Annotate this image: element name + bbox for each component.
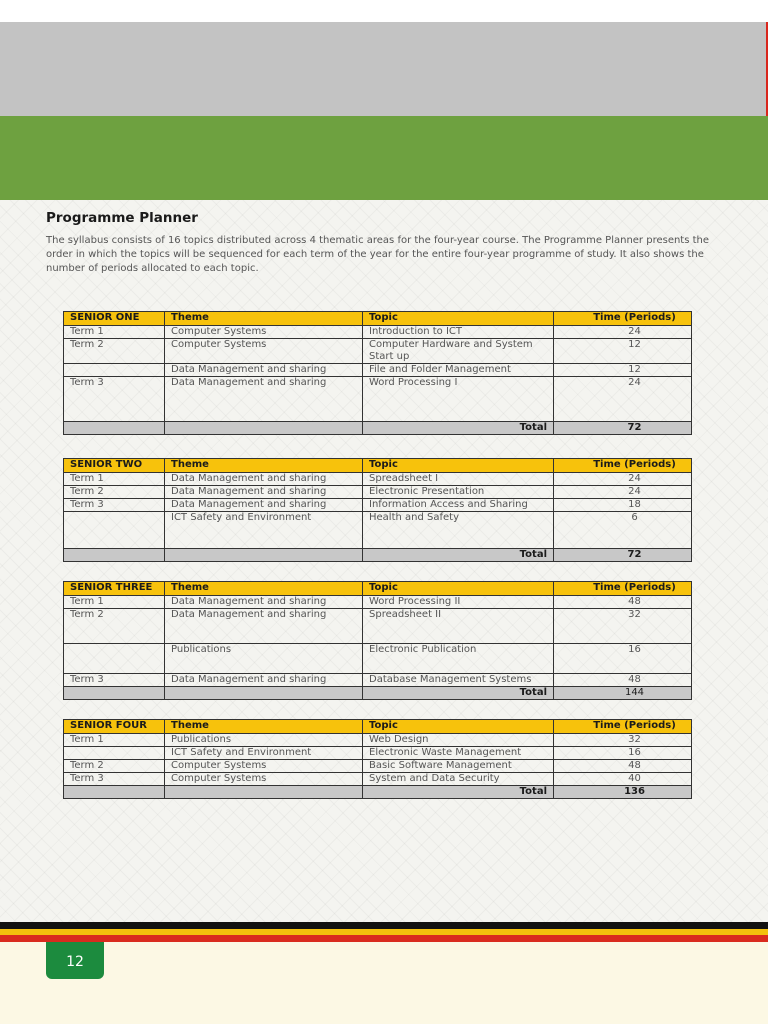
term-cell: Term 2	[64, 609, 165, 644]
level-header: SENIOR TWO	[64, 459, 165, 473]
table-row	[64, 339, 692, 364]
term-cell: Term 1	[64, 326, 165, 339]
total-blank-cell	[165, 687, 363, 700]
flag-stripe-red	[0, 935, 768, 942]
topic-cell: File and Folder Management	[363, 364, 554, 377]
theme-cell: ICT Safety and Environment	[165, 747, 363, 760]
senior-one-table	[63, 311, 692, 435]
term-cell: Term 3	[64, 674, 165, 687]
level-header: SENIOR FOUR	[64, 720, 165, 734]
time-cell: 12	[554, 364, 692, 377]
time-cell: 24	[554, 473, 692, 486]
topic-header: Topic	[363, 582, 554, 596]
table-row	[64, 364, 692, 377]
total-row	[64, 422, 692, 435]
table-header-row	[64, 720, 692, 734]
senior-four-table	[63, 719, 692, 799]
term-cell	[64, 644, 165, 674]
table-row	[64, 609, 692, 644]
theme-cell: Data Management and sharing	[165, 499, 363, 512]
topic-cell: Basic Software Management	[363, 760, 554, 773]
time-cell: 16	[554, 644, 692, 674]
total-label: Total	[363, 422, 554, 435]
topic-cell: Database Management Systems	[363, 674, 554, 687]
level-header: SENIOR ONE	[64, 312, 165, 326]
topic-header: Topic	[363, 459, 554, 473]
table-row	[64, 473, 692, 486]
topic-cell: Word Processing I	[363, 377, 554, 422]
table-row	[64, 486, 692, 499]
senior-three-table	[63, 581, 692, 700]
theme-cell: Data Management and sharing	[165, 473, 363, 486]
term-cell: Term 3	[64, 499, 165, 512]
table-row	[64, 747, 692, 760]
time-cell: 12	[554, 339, 692, 364]
topic-cell: Word Processing II	[363, 596, 554, 609]
theme-header: Theme	[165, 582, 363, 596]
total-blank-cell	[64, 549, 165, 562]
theme-cell: Computer Systems	[165, 326, 363, 339]
term-cell: Term 1	[64, 734, 165, 747]
page-number: 12	[46, 942, 104, 979]
table-row	[64, 377, 692, 422]
total-blank-cell	[165, 422, 363, 435]
page-title: Programme Planner	[46, 210, 198, 226]
term-cell	[64, 747, 165, 760]
total-value: 144	[554, 687, 692, 700]
level-header: SENIOR THREE	[64, 582, 165, 596]
time-header: Time (Periods)	[554, 459, 692, 473]
table-row	[64, 326, 692, 339]
term-cell: Term 3	[64, 377, 165, 422]
theme-cell: Data Management and sharing	[165, 364, 363, 377]
term-cell: Term 2	[64, 339, 165, 364]
total-label: Total	[363, 786, 554, 799]
total-blank-cell	[64, 422, 165, 435]
theme-cell: Computer Systems	[165, 760, 363, 773]
time-header: Time (Periods)	[554, 582, 692, 596]
total-blank-cell	[64, 786, 165, 799]
time-header: Time (Periods)	[554, 312, 692, 326]
table-row	[64, 596, 692, 609]
table-header-row	[64, 459, 692, 473]
topic-cell: Electronic Waste Management	[363, 747, 554, 760]
time-cell: 6	[554, 512, 692, 549]
time-cell: 18	[554, 499, 692, 512]
theme-cell: Publications	[165, 644, 363, 674]
time-cell: 16	[554, 747, 692, 760]
senior-two-table	[63, 458, 692, 562]
table-row	[64, 512, 692, 549]
theme-cell: Data Management and sharing	[165, 377, 363, 422]
term-cell	[64, 364, 165, 377]
table-row	[64, 760, 692, 773]
topic-cell: Introduction to ICT	[363, 326, 554, 339]
flag-stripe-black	[0, 922, 768, 929]
time-cell: 48	[554, 596, 692, 609]
time-cell: 40	[554, 773, 692, 786]
intro-paragraph: The syllabus consists of 16 topics distributed across 4 thematic areas for the four-year course. The Programme Planner presents the order in which the topics will be sequenced for each term of the year for the entire four-year programme of study. It also shows the number of periods allocated to each topic.	[46, 235, 710, 274]
topic-cell: Electronic Presentation	[363, 486, 554, 499]
theme-header: Theme	[165, 720, 363, 734]
time-cell: 32	[554, 734, 692, 747]
total-blank-cell	[165, 549, 363, 562]
theme-cell: Computer Systems	[165, 339, 363, 364]
header-green-band	[0, 116, 768, 200]
table-header-row	[64, 312, 692, 326]
total-blank-cell	[165, 786, 363, 799]
time-cell: 32	[554, 609, 692, 644]
table-row	[64, 734, 692, 747]
table-row	[64, 499, 692, 512]
total-value: 72	[554, 549, 692, 562]
theme-cell: Computer Systems	[165, 773, 363, 786]
table-row	[64, 674, 692, 687]
theme-cell: Data Management and sharing	[165, 609, 363, 644]
total-value: 136	[554, 786, 692, 799]
topic-header: Topic	[363, 720, 554, 734]
total-value: 72	[554, 422, 692, 435]
topic-cell: Information Access and Sharing	[363, 499, 554, 512]
time-cell: 48	[554, 760, 692, 773]
time-cell: 48	[554, 674, 692, 687]
term-cell: Term 1	[64, 473, 165, 486]
term-cell: Term 3	[64, 773, 165, 786]
total-label: Total	[363, 687, 554, 700]
topic-cell: System and Data Security	[363, 773, 554, 786]
time-cell: 24	[554, 486, 692, 499]
total-row	[64, 786, 692, 799]
topic-cell: Web Design	[363, 734, 554, 747]
theme-cell: Publications	[165, 734, 363, 747]
theme-cell: Data Management and sharing	[165, 596, 363, 609]
table-row	[64, 773, 692, 786]
header-grey-band	[0, 22, 766, 116]
term-cell: Term 1	[64, 596, 165, 609]
topic-cell: Computer Hardware and System Start up	[363, 339, 554, 364]
theme-header: Theme	[165, 312, 363, 326]
time-header: Time (Periods)	[554, 720, 692, 734]
top-margin	[0, 0, 768, 22]
term-cell: Term 2	[64, 486, 165, 499]
table-row	[64, 644, 692, 674]
time-cell: 24	[554, 326, 692, 339]
page-footer	[0, 942, 768, 1024]
topic-header: Topic	[363, 312, 554, 326]
total-label: Total	[363, 549, 554, 562]
total-row	[64, 687, 692, 700]
total-row	[64, 549, 692, 562]
topic-cell: Health and Safety	[363, 512, 554, 549]
total-blank-cell	[64, 687, 165, 700]
theme-cell: Data Management and sharing	[165, 486, 363, 499]
time-cell: 24	[554, 377, 692, 422]
theme-header: Theme	[165, 459, 363, 473]
term-cell	[64, 512, 165, 549]
table-header-row	[64, 582, 692, 596]
theme-cell: ICT Safety and Environment	[165, 512, 363, 549]
term-cell: Term 2	[64, 760, 165, 773]
theme-cell: Data Management and sharing	[165, 674, 363, 687]
topic-cell: Spreadsheet I	[363, 473, 554, 486]
topic-cell: Electronic Publication	[363, 644, 554, 674]
topic-cell: Spreadsheet II	[363, 609, 554, 644]
